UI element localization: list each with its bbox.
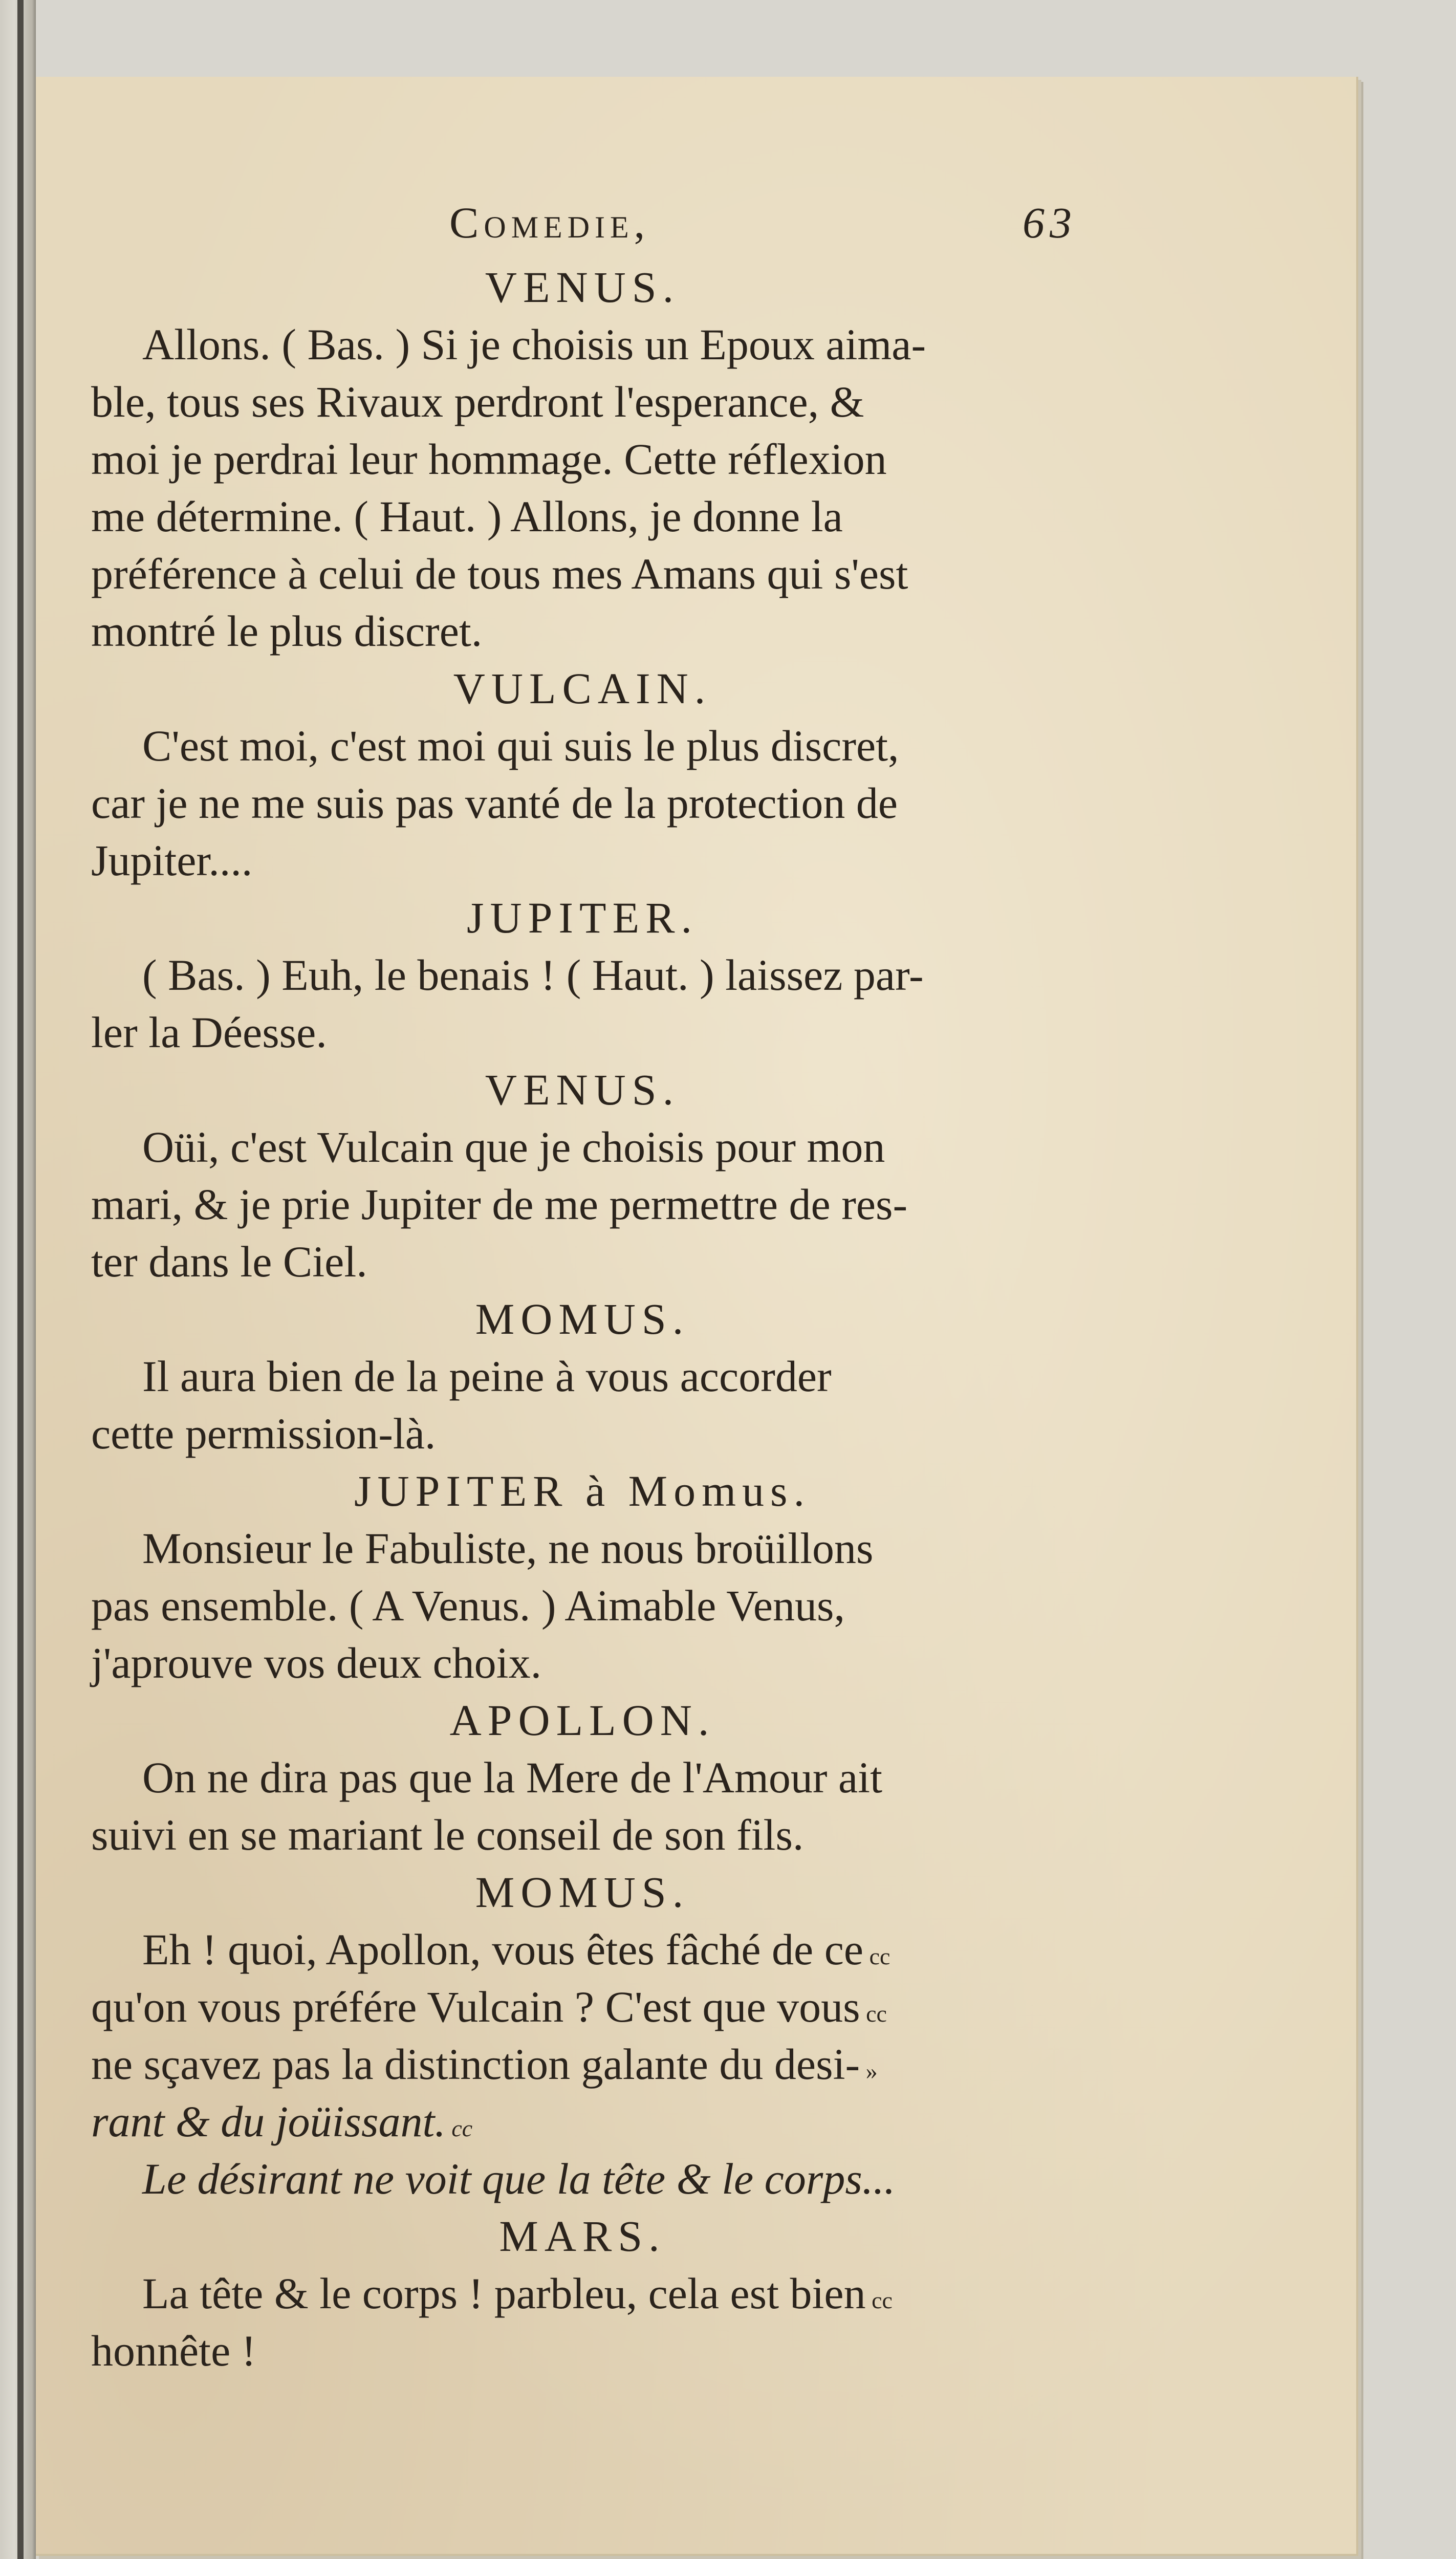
line-text: Jupiter.... [91, 836, 253, 885]
speaker-label: JUPITER à Momus. [354, 1466, 811, 1515]
text-line [91, 2265, 1074, 2322]
page-number: 63 [1023, 198, 1077, 247]
text-line [91, 1348, 1074, 1405]
quotation-mark: cc [865, 2287, 893, 2313]
line-text: rant & du joüissant. [91, 2097, 446, 2146]
text-line [91, 1118, 1074, 1176]
text-line [91, 602, 1074, 660]
line-text: ( Bas. ) Euh, le benais ! ( Haut. ) laissez par- [142, 950, 924, 1000]
text-line [91, 774, 1074, 832]
speaker-name [91, 1691, 1074, 1749]
line-text: ble, tous ses Rivaux perdront l'esperance, & [91, 377, 864, 426]
line-text: Oüi, c'est Vulcain que je choisis pour mon [142, 1122, 885, 1172]
book-page [36, 77, 1358, 2556]
line-text: Le désirant ne voit que la tête & le corps... [142, 2154, 896, 2203]
quotation-mark: cc [860, 2001, 887, 2027]
line-text: honnête ! [91, 2326, 256, 2375]
line-text: ler la Déesse. [91, 1008, 327, 1057]
speaker-label: VULCAIN. [453, 664, 712, 713]
line-text: Eh ! quoi, Apollon, vous êtes fâché de ce [142, 1925, 864, 1974]
line-text: me détermine. ( Haut. ) Allons, je donne la [91, 492, 843, 541]
text-line [91, 488, 1074, 545]
text-line [91, 1749, 1074, 1806]
text-line [91, 2322, 1074, 2379]
quotation-mark: cc [445, 2115, 473, 2141]
line-text: moi je perdrai leur hommage. Cette réflexion [91, 435, 887, 484]
line-text: ter dans le Ciel. [91, 1237, 367, 1286]
quotation-mark: » [860, 2058, 878, 2084]
line-text: j'aprouve vos deux choix. [91, 1638, 542, 1687]
line-text: Il aura bien de la peine à vous accorder [142, 1352, 832, 1401]
text-line [91, 1520, 1074, 1577]
line-text: C'est moi, c'est moi qui suis le plus discret, [142, 721, 899, 770]
text-line [91, 2035, 1074, 2093]
line-text: Monsieur le Fabuliste, ne nous broüillons [142, 1524, 874, 1573]
line-text: suivi en se mariant le conseil de son fils. [91, 1810, 804, 1859]
line-text: La tête & le corps ! parbleu, cela est bien [142, 2269, 866, 2318]
line-text: mari, & je prie Jupiter de me permettre de res- [91, 1180, 908, 1229]
text-line [91, 1921, 1074, 1978]
speaker-label: MOMUS. [475, 1868, 690, 1917]
speaker-name [91, 660, 1074, 717]
running-title: Comedie, [449, 198, 650, 247]
line-text: car je ne me suis pas vanté de la protection de [91, 778, 898, 828]
text-line [91, 316, 1074, 373]
text-line [91, 1233, 1074, 1290]
line-text: On ne dira pas que la Mere de l'Amour ait [142, 1753, 882, 1802]
line-text: montré le plus discret. [91, 606, 483, 656]
text-line [91, 946, 1074, 1004]
speaker-name [91, 1290, 1074, 1348]
speaker-label: JUPITER. [467, 893, 698, 942]
book-spine [17, 0, 24, 2559]
text-line [91, 1634, 1074, 1691]
speaker-label: APOLLON. [449, 1696, 715, 1745]
text-lines [91, 258, 1074, 2379]
text-line [91, 1176, 1074, 1233]
line-text: ne sçavez pas la distinction galante du desi- [91, 2040, 860, 2089]
speaker-name [91, 1863, 1074, 1921]
text-line [91, 1806, 1074, 1863]
text-line [91, 1004, 1074, 1061]
text-line [91, 1577, 1074, 1634]
speaker-name [91, 1462, 1074, 1520]
speaker-label: VENUS. [485, 263, 680, 312]
text-line [91, 717, 1074, 774]
text-line [91, 1978, 1074, 2035]
text-line [91, 1405, 1074, 1462]
text-line [91, 545, 1074, 602]
speaker-label: MOMUS. [475, 1294, 690, 1343]
line-text: pas ensemble. ( A Venus. ) Aimable Venus, [91, 1581, 845, 1630]
speaker-name [91, 2207, 1074, 2265]
text-line [91, 2093, 1074, 2150]
text-line [91, 832, 1074, 889]
line-text: qu'on vous préfére Vulcain ? C'est que vous [91, 1982, 860, 2031]
text-line [91, 2150, 1074, 2207]
running-header [91, 197, 1077, 258]
page-text [91, 197, 1077, 2379]
speaker-name [91, 889, 1074, 946]
text-line [91, 373, 1074, 430]
quotation-mark: cc [863, 1943, 890, 1969]
speaker-name [91, 1061, 1074, 1118]
speaker-label: MARS. [499, 2211, 666, 2261]
line-text: préférence à celui de tous mes Amans qui s'est [91, 549, 908, 598]
line-text: cette permission-là. [91, 1409, 436, 1458]
speaker-label: VENUS. [485, 1065, 680, 1114]
text-line [91, 430, 1074, 488]
line-text: Allons. ( Bas. ) Si je choisis un Epoux aima- [142, 320, 926, 369]
speaker-name [91, 258, 1074, 316]
